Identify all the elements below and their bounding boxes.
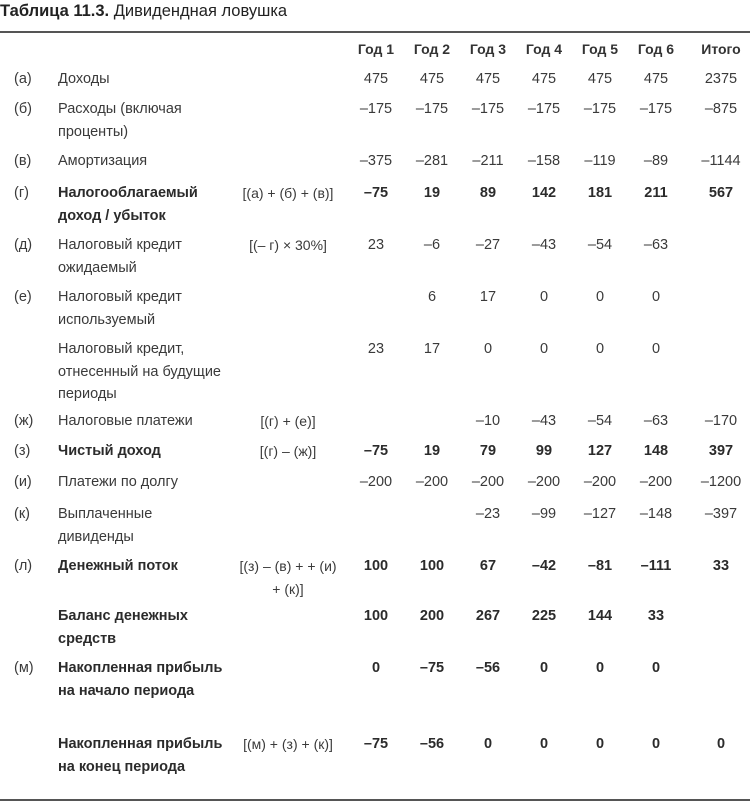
table-cell: 33	[647, 608, 665, 624]
table-cell: –54	[587, 237, 613, 253]
table-cell: 19	[423, 185, 441, 201]
table-cell: 100	[363, 558, 389, 574]
table-cell: –175	[359, 101, 393, 117]
table-cell: –111	[640, 558, 672, 574]
table-cell: –81	[587, 558, 613, 574]
table-cell: –175	[471, 101, 505, 117]
row-label: Налоговый кредит используемый	[58, 289, 182, 328]
table-cell: 89	[479, 185, 497, 201]
table-cell: 0	[595, 341, 605, 357]
table-cell: –127	[583, 506, 617, 522]
table-cell: 148	[643, 443, 669, 459]
table-cell: 0	[371, 660, 381, 676]
table-cell: 100	[363, 608, 389, 624]
table-cell: –56	[419, 736, 445, 752]
column-header: Год 3	[469, 41, 507, 57]
table-cell: –27	[475, 237, 501, 253]
table-cell: –200	[471, 474, 505, 490]
row-id: (ж)	[14, 413, 34, 429]
table-cell: –200	[583, 474, 617, 490]
row-formula: [(г) – (ж)]	[259, 443, 317, 459]
table-cell: 127	[587, 443, 613, 459]
table-cell: –175	[415, 101, 449, 117]
row-id: (и)	[14, 474, 32, 490]
table-cell: –1144	[701, 153, 741, 169]
table-cell: 0	[483, 341, 493, 357]
table-cell: 23	[367, 341, 385, 357]
row-label: Доходы	[58, 71, 110, 87]
table-cell: 144	[587, 608, 613, 624]
table-cell: 142	[531, 185, 557, 201]
table-cell: –175	[639, 101, 673, 117]
row-label: Расходы (включая проценты)	[58, 101, 182, 140]
table-cell: 267	[475, 608, 501, 624]
row-id: (б)	[14, 101, 32, 117]
row-label: Налоговые платежи	[58, 413, 193, 429]
table-cell: –119	[584, 153, 616, 169]
row-label: Баланс денежных средств	[58, 608, 188, 647]
row-label: Чистый доход	[58, 443, 161, 459]
table-cell: 0	[716, 736, 726, 752]
table-cell: –281	[415, 153, 449, 169]
table-cell: 99	[535, 443, 553, 459]
table-cell: –170	[704, 413, 738, 429]
row-label: Налоговый кредит ожидаемый	[58, 237, 182, 276]
column-header: Год 1	[357, 41, 395, 57]
row-label: Налогооблагаемый доход / убыток	[58, 185, 198, 224]
row-formula: [(з) – (в) + + (и) + (к)]	[239, 558, 337, 597]
table-cell: –1200	[700, 474, 742, 490]
table-cell: –175	[527, 101, 561, 117]
row-label: Денежный поток	[58, 558, 178, 574]
column-header: Год 2	[413, 41, 451, 57]
table-cell: 211	[644, 185, 668, 201]
table-cell: 0	[595, 289, 605, 305]
table-cell: –42	[531, 558, 557, 574]
row-id: (м)	[14, 660, 34, 676]
row-formula: [(а) + (б) + (в)]	[242, 185, 334, 201]
table-cell: 475	[419, 71, 445, 87]
table-cell: 200	[419, 608, 445, 624]
table-cell: –200	[359, 474, 393, 490]
row-id: (г)	[14, 185, 29, 201]
row-formula: [(г) + (е)]	[260, 413, 316, 429]
row-id: (а)	[14, 71, 32, 87]
row-id: (к)	[14, 506, 31, 522]
table-cell: –56	[475, 660, 501, 676]
row-label: Накопленная прибыль на конец периода	[58, 736, 223, 775]
table-cell: 23	[367, 237, 385, 253]
table-cell: –89	[643, 153, 669, 169]
row-id: (в)	[14, 153, 32, 169]
table-title	[0, 2, 287, 21]
row-id: (д)	[14, 237, 33, 253]
row-id: (е)	[14, 289, 32, 305]
table-cell: –43	[531, 237, 557, 253]
table-cell: –43	[531, 413, 557, 429]
table-cell: 181	[587, 185, 613, 201]
table-cell: 0	[651, 341, 661, 357]
table-cell: –10	[475, 413, 501, 429]
table-cell: –54	[587, 413, 613, 429]
table-cell: –6	[423, 237, 441, 253]
table-cell: 33	[712, 558, 730, 574]
table-cell: –23	[475, 506, 501, 522]
table-cell: 0	[651, 736, 661, 752]
table-caption: Дивидендная ловушка	[113, 2, 288, 20]
table-cell: 0	[595, 736, 605, 752]
table-cell: –75	[363, 185, 389, 201]
table-cell: 0	[595, 660, 605, 676]
table-cell: 19	[423, 443, 441, 459]
row-label: Выплаченные дивиденды	[58, 506, 153, 545]
row-label: Платежи по долгу	[58, 474, 178, 490]
table-cell: 225	[531, 608, 557, 624]
table-cell: 79	[479, 443, 497, 459]
table-cell: 475	[475, 71, 501, 87]
table-cell: –148	[639, 506, 673, 522]
table-cell: 100	[419, 558, 445, 574]
table-cell: –175	[583, 101, 617, 117]
column-header: Итого	[701, 41, 741, 57]
row-formula: [(– г) × 30%]	[249, 237, 327, 253]
table-cell: –375	[359, 153, 393, 169]
table-cell: –211	[472, 153, 504, 169]
table-cell: 6	[427, 289, 437, 305]
table-cell: 0	[539, 341, 549, 357]
table-cell: 0	[651, 660, 661, 676]
table-cell: 17	[479, 289, 497, 305]
row-label: Амортизация	[58, 153, 148, 169]
table-cell: –63	[643, 237, 669, 253]
table-cell: 2375	[704, 71, 738, 87]
table-cell: 17	[423, 341, 441, 357]
table-cell: –200	[527, 474, 561, 490]
table-cell: –875	[704, 101, 738, 117]
table-cell: –75	[363, 443, 389, 459]
table-cell: 475	[363, 71, 389, 87]
column-header: Год 5	[581, 41, 619, 57]
table-number: Таблица 11.3.	[0, 2, 110, 20]
top-rule	[0, 31, 750, 33]
table-cell: 475	[587, 71, 613, 87]
row-id: (з)	[14, 443, 31, 459]
table-cell: –200	[639, 474, 673, 490]
table-cell: 0	[539, 289, 549, 305]
table-cell: 475	[531, 71, 557, 87]
table-cell: –75	[363, 736, 389, 752]
table-cell: 475	[643, 71, 669, 87]
table-cell: 0	[539, 736, 549, 752]
table-cell: 567	[708, 185, 734, 201]
table-cell: –63	[643, 413, 669, 429]
table-cell: 0	[539, 660, 549, 676]
table-cell: 0	[483, 736, 493, 752]
table-cell: –200	[415, 474, 449, 490]
table-cell: –397	[704, 506, 738, 522]
row-id: (л)	[14, 558, 33, 574]
table-cell: 397	[708, 443, 734, 459]
table-cell: –99	[531, 506, 557, 522]
row-formula: [(м) + (з) + (к)]	[243, 736, 333, 752]
table-cell: 0	[651, 289, 661, 305]
table-cell: –75	[419, 660, 445, 676]
bottom-rule	[0, 799, 750, 801]
column-header: Год 6	[637, 41, 675, 57]
table-cell: 67	[479, 558, 497, 574]
table-cell: –158	[527, 153, 561, 169]
column-header: Год 4	[525, 41, 563, 57]
row-label: Накопленная прибыль на начало периода	[58, 660, 223, 699]
row-label: Налоговый кредит, отнесенный на будущие периоды	[58, 341, 221, 402]
